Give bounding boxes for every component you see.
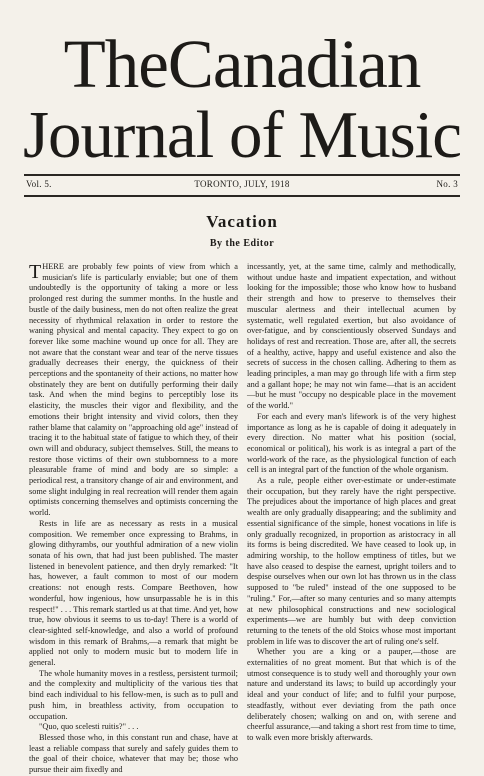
masthead-line-2: Journal of Music [22, 98, 462, 172]
paragraph: The whole humanity moves in a restless, persistent turmoil; and the complexity and multiplicity of the various ties that bind each individual to his fellow-men, is such as to pull and push him, in breathless activity, from occupation to occupation. [29, 668, 238, 721]
paragraph: "Quo, quo scelesti ruitis?" . . . [39, 722, 139, 732]
paragraph: Whether you are a king or a pauper,—those are externalities of no great moment. But that which is of the utmost consequence is to study well and thoroughly your own nature and understand its laws; to build up accordingly your ideal and your conduct of life; and to fulfil your purpose, steadfastly, without ever deviating from the path once deliberately chosen; walking on and on, with serene and cheerful assurance,—and taking a short rest from time to time, to walk even more briskly afterwards. [247, 647, 456, 742]
article-byline: By the Editor [209, 238, 275, 249]
bottom-rule [24, 195, 460, 197]
paragraph: incessantly, yet, at the same time, calmly and methodically, without undue haste and impatient expectation, and without looking for the impossible; those who know how to husband their strength and how to preserve to themselves their muscular alertness and their intellectual acumen by systematic, well regulated exertion, but also avoidance of over-fatigue, and by conscientiously observed Sundays and holidays of rest and recreation. Those are, after all, the secrets of a healthy, active, happy and useful existence and also the secrets of success in the chosen calling. Adhering to them as leading principles, a man may go through life with a firm step and a gallant hope; he may not win fame—that is an accident—but he must "occupy no despicable place in the movement of the world." [247, 262, 456, 411]
place-date-label: TORONTO, JULY, 1918 [194, 179, 290, 189]
masthead [22, 26, 462, 176]
issue-number-label: No. 3 [436, 179, 458, 189]
top-rule [24, 174, 460, 176]
paragraph: Rests in life are as necessary as rests in a musical composition. We remember once expressing to Brahms, in glowing dithyrambs, our youthful admiration of a new violin sonata of his own, that had just been published. The master listened in benevolent patience, and then dryly remarked: "It has, however, a fault common to most of our modern creations: not enough rests. Compare Beethoven, how wonderful, how ingenious, how unsurpassable he is in this respect!" . . . This remark startled us at that time. And yet, how true, how obvious it seems to us to-day! There is a world of clear-sighted self-knowledge, and also a world of profound wisdom in this remark of Brahms,—a remark that might be applied not only to modern music but to modern life in general. [29, 518, 238, 668]
article-title: Vacation [206, 212, 278, 231]
issue-info-bar [26, 179, 458, 193]
left-column [29, 261, 238, 775]
drop-cap: T [29, 261, 42, 283]
paragraph: THERE are probably few points of view from which a musician's life is particularly enviable; but one of them undoubtedly is the opportunity of taking a more or less prolonged rest during the summer months. In the hustle and bustle of the daily business, men do not often realize the great necessity of rhythmical relaxation in order to restore the waning physical and mental capacity. They expect to go on forever like some machine wound up once for all. They are not aware that the constant wear and tear of the nerve tissues gradually decreases their energy, the quickness of their perceptions and the spontaneity of their actions, no matter how obstinately they are bent on dutifully performing their daily task. And when the mind begins to perceptibly lose its elasticity, the muscles their vigor and flexibility, and the emotions their bright intensity and vivid colors, then they rather blame that calamity on "approaching old age" instead of tracing it to the habitual state of fatigue to which they, of their own will and obduracy, subject themselves. Still, the means to restore those victims of their own stubbornness to a more pleasurable frame of mind and body are so simple: a periodical rest, a transitory change of air and environment, and some slight indulging in real recreation will render them again optimists concerning themselves and optimists concerning the world. [29, 261, 238, 518]
masthead-line-1: TheCanadian [63, 26, 421, 102]
right-column [247, 262, 456, 742]
paragraph: For each and every man's lifework is of the very highest importance as long as he is capable of doing it adequately in every direction. No matter what his position (social, economical or political), his work is as integral a part of the world-work of the race, as the physiological function of each cell is an integral part of the function of the whole organism. [247, 411, 456, 475]
paragraph: Blessed those who, in this constant run and chase, have at least a reliable compass that surely and safely guides them to the goal of their choice, whatever that may be; those who pursue their aim fixedly and [29, 732, 238, 775]
volume-label: Vol. 5. [26, 179, 52, 189]
paragraph: As a rule, people either over-estimate or under-estimate their occupation, but they rarely have the right perspective. The prejudices about the importance of high places and great wealth are only gradually disappearing; and the sublimity and essential significance of the simple, honest vocations in life is only gradually recognized, in proportion as aristocracy in all its forms is being discredited. We have ceased to look up, in admiring worship, to the hollow emptiness of titles, but we have also ceased to despise the earnest, upright toilers and to despise ourselves when our own lot has thrown us in the class supposed to "be ruled" instead of the one supposed to be "ruling." For,—after so many centuries and so many attempts at new philosophical constructions and new sociological experiments—we are humbly but with deep conviction returning to the tenets of the old Stoics whose most important problem in life was to discover the art of ruling one's self. [247, 476, 456, 646]
